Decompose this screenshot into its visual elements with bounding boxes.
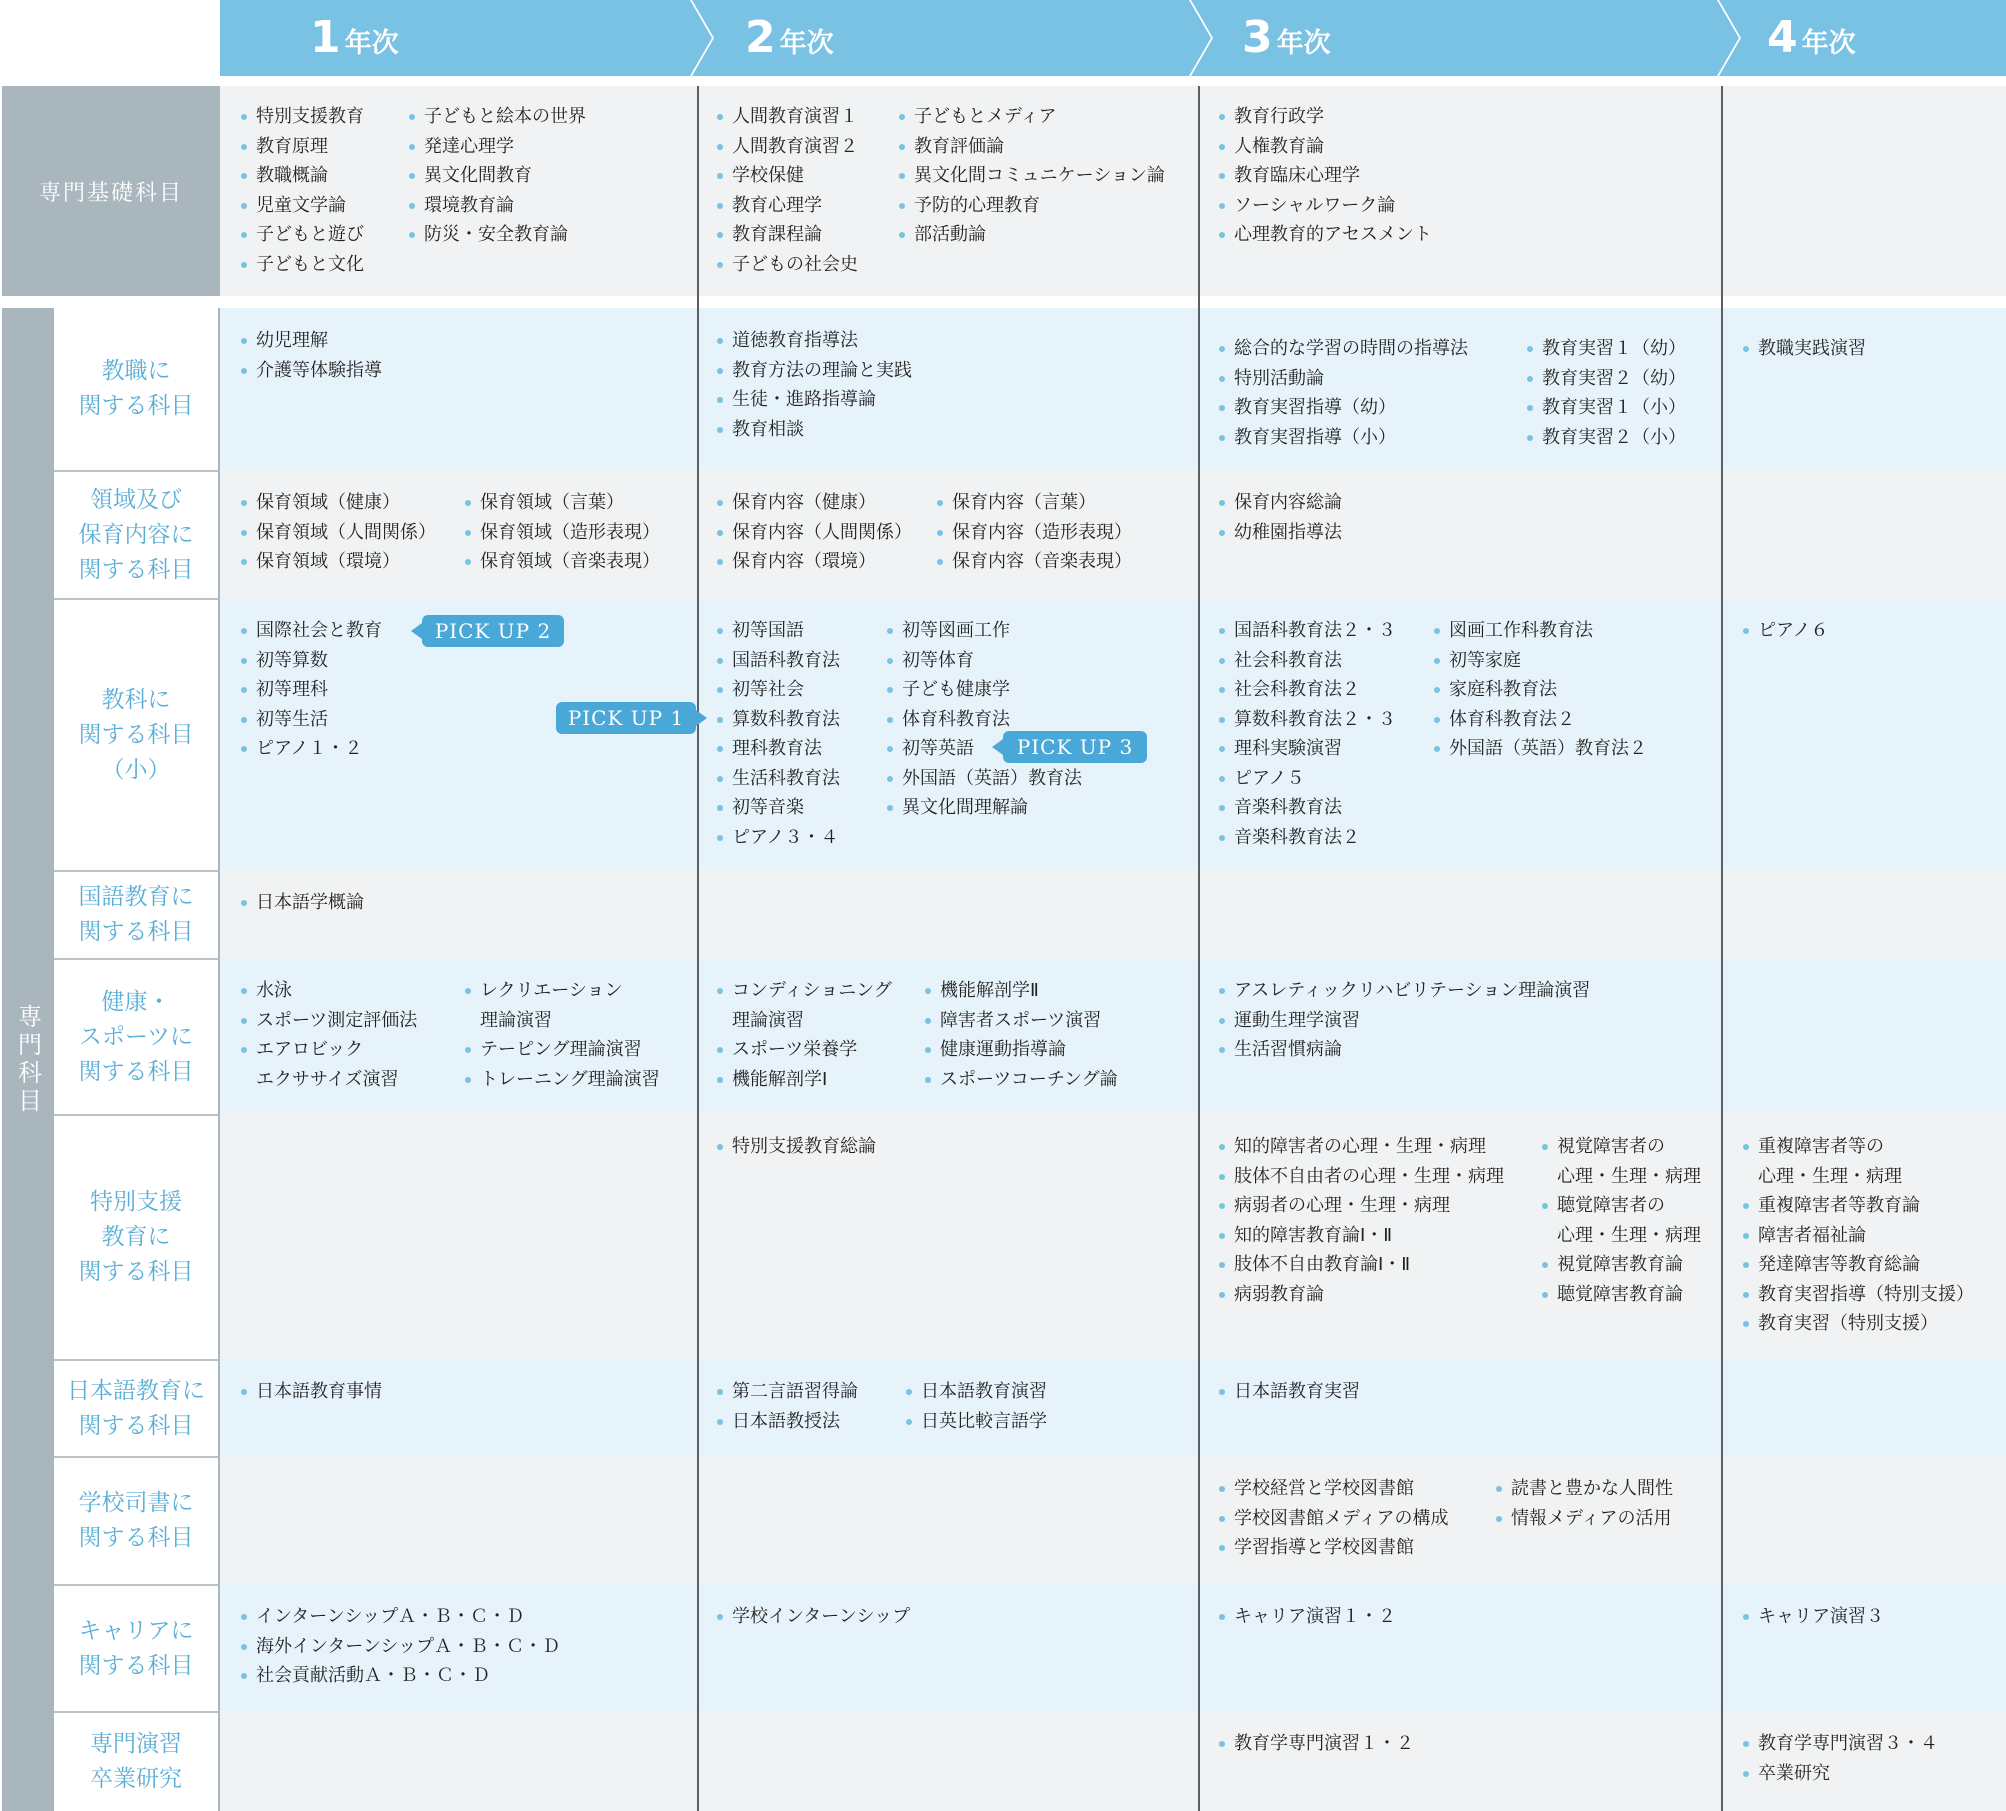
category-childcare: 領域及び 保育内容に 関する科目: [54, 470, 218, 598]
course-list: [1218, 102, 1432, 250]
course-list: [886, 616, 1082, 823]
course-list: [1433, 616, 1647, 764]
year-divider: [697, 86, 699, 1811]
category-teaching: 教職に 関する科目: [54, 308, 218, 470]
course-item: 初等国語: [716, 616, 840, 646]
pickup-2-badge[interactable]: PICK UP 2: [422, 615, 564, 647]
course-item: 生徒・進路指導論: [716, 385, 912, 415]
course-item: 学校図書館メディアの構成: [1218, 1504, 1449, 1534]
year-1-label: 1 年次: [310, 12, 399, 63]
course-item: 異文化間コミュニケーション論: [898, 161, 1165, 191]
row-bg-8: [220, 1456, 2006, 1584]
course-item: 保育内容（環境）: [716, 547, 912, 577]
course-item: 子どもと文化: [240, 250, 364, 280]
category-health-sports: 健康・ スポーツに 関する科目: [54, 958, 218, 1114]
course-item-continued: 心理・生理・病理: [1758, 1165, 1902, 1187]
course-list: [716, 488, 912, 577]
course-item: 初等音楽: [716, 793, 840, 823]
course-list: [1218, 1729, 1414, 1759]
row-bg-6: [220, 1114, 2006, 1359]
course-item: 情報メディアの活用: [1495, 1504, 1673, 1534]
course-item: 初等理科: [240, 675, 382, 705]
course-item: 健康運動指導論: [924, 1035, 1118, 1065]
course-item: 発達心理学: [408, 132, 586, 162]
course-list: [1218, 1474, 1449, 1563]
category-school-librarian: 学校司書に 関する科目: [54, 1456, 218, 1584]
course-item-continued: 心理・生理・病理: [1557, 1165, 1701, 1187]
course-list: [936, 488, 1132, 577]
course-item: 防災・安全教育論: [408, 220, 586, 250]
course-item: 算数科教育法２・３: [1218, 705, 1396, 735]
course-list: [240, 326, 382, 385]
course-item-continued: 心理・生理・病理: [1557, 1224, 1701, 1246]
course-item: 生活科教育法: [716, 764, 840, 794]
course-item: 子どもの社会史: [716, 250, 858, 280]
course-list: [1526, 334, 1686, 452]
course-item: トレーニング理論演習: [464, 1065, 660, 1095]
course-item: 初等英語: [886, 734, 1082, 764]
course-item: エアロビック: [240, 1035, 417, 1065]
course-item: 保育内容総論: [1218, 488, 1342, 518]
course-list: [716, 326, 912, 444]
course-item: 教育臨床心理学: [1218, 161, 1432, 191]
course-item: 総合的な学習の時間の指導法: [1218, 334, 1468, 364]
course-item: 音楽科教育法２: [1218, 823, 1396, 853]
row-bg-10: [220, 1711, 2006, 1811]
course-item: 保育内容（人間関係）: [716, 518, 912, 548]
course-item: 社会貢献活動Ａ・Ｂ・Ｃ・Ｄ: [240, 1661, 560, 1691]
course-list: [464, 976, 660, 1094]
course-item: 保育領域（人間関係）: [240, 518, 436, 548]
course-list: [1742, 616, 1829, 646]
course-item: 日英比較言語学: [905, 1407, 1047, 1437]
course-item: 体育科教育法２: [1433, 705, 1647, 735]
course-item: 幼稚園指導法: [1218, 518, 1342, 548]
course-list: [240, 976, 417, 1094]
course-item: キャリア演習１・２: [1218, 1602, 1396, 1632]
course-item: 機能解剖学Ⅱ: [924, 976, 1118, 1006]
course-item: 人間教育演習１: [716, 102, 858, 132]
category-column: [54, 308, 220, 1811]
course-item: 教職実践演習: [1742, 334, 1866, 364]
course-item: 外国語（英語）教育法２: [1433, 734, 1647, 764]
year-4-label: 4 年次: [1767, 12, 1856, 63]
course-list: [240, 888, 364, 918]
course-item: 読書と豊かな人間性: [1495, 1474, 1673, 1504]
course-list: [716, 976, 892, 1094]
course-item: ピアノ３・４: [716, 823, 840, 853]
course-item: 教育実習１（幼）: [1526, 334, 1686, 364]
course-item: 教育実習１（小）: [1526, 393, 1686, 423]
course-item: 学習指導と学校図書館: [1218, 1533, 1449, 1563]
course-item: 教育評価論: [898, 132, 1165, 162]
course-item: 人間教育演習２: [716, 132, 858, 162]
course-item: 視覚障害者の: [1541, 1132, 1701, 1162]
course-item: 教育心理学: [716, 191, 858, 221]
category-seminar-thesis: 専門演習 卒業研究: [54, 1711, 218, 1811]
course-item: 学校インターンシップ: [716, 1602, 910, 1632]
course-item: 教職概論: [240, 161, 364, 191]
course-item: 保育内容（言葉）: [936, 488, 1132, 518]
course-list: [408, 102, 586, 250]
course-item: スポーツ測定評価法: [240, 1006, 417, 1036]
course-item: 初等家庭: [1433, 646, 1647, 676]
course-item: 国際社会と教育: [240, 616, 382, 646]
course-list: [1218, 1602, 1396, 1632]
course-item: 第二言語習得論: [716, 1377, 858, 1407]
course-list: [240, 488, 436, 577]
course-list: [716, 616, 840, 852]
course-item: 日本語教授法: [716, 1407, 858, 1437]
course-item: 児童文学論: [240, 191, 364, 221]
course-item: 初等算数: [240, 646, 382, 676]
course-item: 社会科教育法２: [1218, 675, 1396, 705]
course-item: 学校保健: [716, 161, 858, 191]
course-item: 初等体育: [886, 646, 1082, 676]
course-item: 初等図画工作: [886, 616, 1082, 646]
course-item: 日本語教育事情: [240, 1377, 382, 1407]
course-item: ピアノ６: [1742, 616, 1829, 646]
course-item: 教育方法の理論と実践: [716, 356, 912, 386]
course-item: ピアノ５: [1218, 764, 1396, 794]
course-item: 算数科教育法: [716, 705, 840, 735]
course-item: 子どもとメディア: [898, 102, 1165, 132]
course-list: [1218, 334, 1468, 452]
course-item: 国語科教育法２・３: [1218, 616, 1396, 646]
pickup-1-badge[interactable]: PICK UP 1: [556, 702, 696, 734]
course-item: 発達障害等教育総論: [1742, 1250, 1974, 1280]
course-item: 聴覚障害者の: [1541, 1191, 1701, 1221]
category-japanese-teaching: 日本語教育に 関する科目: [54, 1359, 218, 1456]
course-item: 生活習慣病論: [1218, 1035, 1590, 1065]
course-list: [240, 1602, 560, 1691]
course-item: レクリエーション: [464, 976, 660, 1006]
course-item: テーピング理論演習: [464, 1035, 660, 1065]
category-japanese-language: 国語教育に 関する科目: [54, 870, 218, 958]
course-item: 視覚障害教育論: [1541, 1250, 1701, 1280]
course-list: [924, 976, 1118, 1094]
course-item: 理科実験演習: [1218, 734, 1396, 764]
course-item: 保育領域（造形表現）: [464, 518, 660, 548]
course-item: 子どもと絵本の世界: [408, 102, 586, 132]
course-item: 教育実習２（幼）: [1526, 364, 1686, 394]
course-item: 肢体不自由教育論Ⅰ・Ⅱ: [1218, 1250, 1504, 1280]
course-item: コンディショニング: [716, 976, 892, 1006]
row-bg-1: [220, 308, 2006, 470]
course-item: アスレティックリハビリテーション理論演習: [1218, 976, 1590, 1006]
course-list: [1742, 1602, 1884, 1632]
course-item: 道徳教育指導法: [716, 326, 912, 356]
year-header-bar: [220, 0, 2006, 78]
course-list: [1218, 488, 1342, 547]
course-list: [240, 616, 382, 764]
pickup-3-badge[interactable]: PICK UP 3: [1003, 731, 1147, 763]
course-item: 聴覚障害教育論: [1541, 1280, 1701, 1310]
course-item: キャリア演習３: [1742, 1602, 1884, 1632]
course-item: 家庭科教育法: [1433, 675, 1647, 705]
course-list: [716, 1602, 910, 1632]
course-item: 部活動論: [898, 220, 1165, 250]
course-item: 教育原理: [240, 132, 364, 162]
course-item: 予防的心理教育: [898, 191, 1165, 221]
course-list: [1495, 1474, 1673, 1533]
course-item: スポーツコーチング論: [924, 1065, 1118, 1095]
course-item: 教育学専門演習３・４: [1742, 1729, 1938, 1759]
course-item: 社会科教育法: [1218, 646, 1396, 676]
course-item: 図画工作科教育法: [1433, 616, 1647, 646]
course-item: 心理教育的アセスメント: [1218, 220, 1432, 250]
course-item: 病弱者の心理・生理・病理: [1218, 1191, 1504, 1221]
course-list: [240, 1377, 382, 1407]
course-list: [898, 102, 1165, 250]
course-item: 音楽科教育法: [1218, 793, 1396, 823]
course-item: 肢体不自由者の心理・生理・病理: [1218, 1162, 1504, 1192]
course-list: [1742, 1132, 1974, 1339]
course-item: 障害者福祉論: [1742, 1221, 1974, 1251]
course-list: [1218, 616, 1396, 852]
course-item: 機能解剖学Ⅰ: [716, 1065, 892, 1095]
category-subjects-elementary: 教科に 関する科目 （小）: [54, 598, 218, 870]
course-list: [716, 102, 858, 279]
course-item: 教育実習（特別支援）: [1742, 1309, 1974, 1339]
year-divider: [1198, 86, 1200, 1811]
course-item: 知的障害者の心理・生理・病理: [1218, 1132, 1504, 1162]
course-item: 教育実習指導（小）: [1218, 423, 1468, 453]
year-2-label: 2 年次: [745, 12, 834, 63]
course-list: [716, 1377, 858, 1436]
course-item: ソーシャルワーク論: [1218, 191, 1432, 221]
course-item: 子どもと遊び: [240, 220, 364, 250]
course-list: [716, 1132, 876, 1162]
course-item: 教育行政学: [1218, 102, 1432, 132]
row-bg-7: [220, 1359, 2006, 1456]
course-item: 知的障害教育論Ⅰ・Ⅱ: [1218, 1221, 1504, 1251]
course-list: [240, 102, 364, 279]
course-item: 介護等体験指導: [240, 356, 382, 386]
course-item: 教育相談: [716, 415, 912, 445]
course-item: 日本語学概論: [240, 888, 364, 918]
course-item: 水泳: [240, 976, 417, 1006]
course-item: 日本語教育実習: [1218, 1377, 1360, 1407]
year-divider: [1721, 86, 1723, 1811]
course-item: 重複障害者等教育論: [1742, 1191, 1974, 1221]
course-item: 重複障害者等の: [1742, 1132, 1974, 1162]
course-item: 外国語（英語）教育法: [886, 764, 1082, 794]
course-item: 教育学専門演習１・２: [1218, 1729, 1414, 1759]
year-3-label: 3 年次: [1242, 12, 1331, 63]
course-item: ピアノ１・２: [240, 734, 382, 764]
category-special-support: 特別支援 教育に 関する科目: [54, 1114, 218, 1359]
course-item: 保育内容（健康）: [716, 488, 912, 518]
course-item: 体育科教育法: [886, 705, 1082, 735]
course-list: [1742, 1729, 1938, 1788]
course-item: 特別支援教育: [240, 102, 364, 132]
course-item: 保育領域（健康）: [240, 488, 436, 518]
course-item-continued: 理論演習: [480, 1009, 552, 1031]
course-item: 病弱教育論: [1218, 1280, 1504, 1310]
course-item: 障害者スポーツ演習: [924, 1006, 1118, 1036]
course-item: 幼児理解: [240, 326, 382, 356]
course-item: 保育内容（造形表現）: [936, 518, 1132, 548]
course-item: 教育実習２（小）: [1526, 423, 1686, 453]
category-career: キャリアに 関する科目: [54, 1584, 218, 1711]
course-item: 環境教育論: [408, 191, 586, 221]
side-specialty-subjects: 専門科目: [2, 308, 54, 1811]
course-list: [1541, 1132, 1701, 1309]
course-item: 子ども健康学: [886, 675, 1082, 705]
course-item: 卒業研究: [1742, 1759, 1938, 1789]
course-item: 教育課程論: [716, 220, 858, 250]
course-item: 保育領域（環境）: [240, 547, 436, 577]
course-item: 海外インターンシップＡ・Ｂ・Ｃ・Ｄ: [240, 1632, 560, 1662]
course-item: 異文化間理解論: [886, 793, 1082, 823]
course-item: 特別支援教育総論: [716, 1132, 876, 1162]
course-item: 学校経営と学校図書館: [1218, 1474, 1449, 1504]
course-item-continued: エクササイズ演習: [256, 1068, 399, 1090]
course-item: スポーツ栄養学: [716, 1035, 892, 1065]
course-list: [1218, 976, 1590, 1065]
course-item: 日本語教育演習: [905, 1377, 1047, 1407]
course-item: 異文化間教育: [408, 161, 586, 191]
course-item: 初等生活: [240, 705, 382, 735]
course-item: インターンシップＡ・Ｂ・Ｃ・Ｄ: [240, 1602, 560, 1632]
course-item-continued: 理論演習: [732, 1009, 804, 1031]
course-item: 教育実習指導（特別支援）: [1742, 1280, 1974, 1310]
course-item: 保育領域（言葉）: [464, 488, 660, 518]
course-list: [464, 488, 660, 577]
course-list: [905, 1377, 1047, 1436]
course-item: 特別活動論: [1218, 364, 1468, 394]
row-bg-4: [220, 870, 2006, 958]
course-item: 人権教育論: [1218, 132, 1432, 162]
course-list: [1218, 1132, 1504, 1309]
course-item: 理科教育法: [716, 734, 840, 764]
course-item: 教育実習指導（幼）: [1218, 393, 1468, 423]
course-list: [1218, 1377, 1360, 1407]
course-list: [1742, 334, 1866, 364]
course-item: 保育領域（音楽表現）: [464, 547, 660, 577]
course-item: 国語科教育法: [716, 646, 840, 676]
course-item: 運動生理学演習: [1218, 1006, 1590, 1036]
course-item: 初等社会: [716, 675, 840, 705]
course-item: 保育内容（音楽表現）: [936, 547, 1132, 577]
side-basic-subjects: 専門基礎科目: [2, 86, 220, 296]
